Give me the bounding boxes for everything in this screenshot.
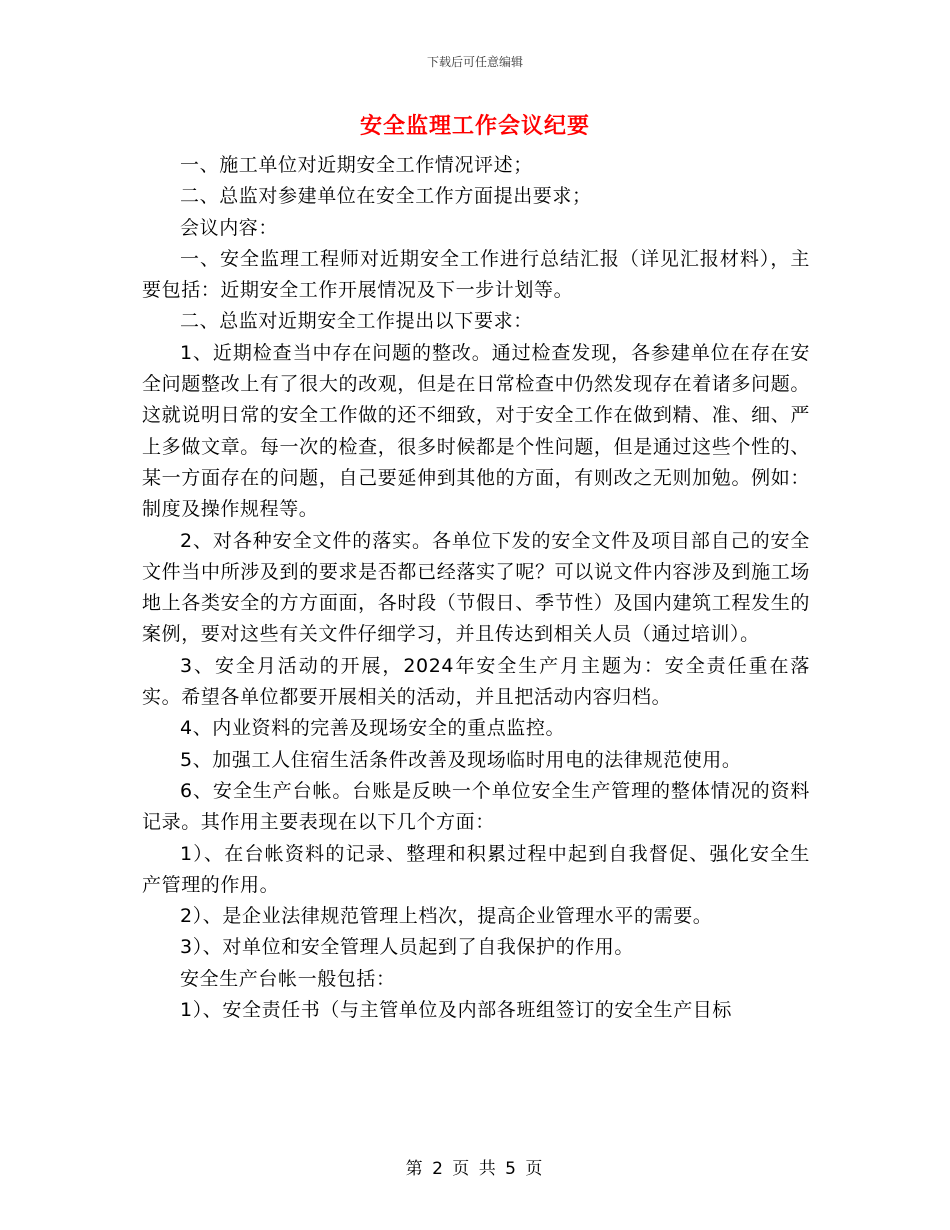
paragraph-requirement-5: 5、加强工人住宿生活条件改善及现场临时用电的法律规范使用。 <box>180 748 742 771</box>
paragraph-ledger-role-3: 3）、对单位和安全管理人员起到了自我保护的作用。 <box>180 936 634 959</box>
paragraph-content-2: 二、总监对近期安全工作提出以下要求： <box>180 310 533 333</box>
paragraph-content-heading: 会议内容： <box>180 216 279 239</box>
document-title: 安全监理工作会议纪要 <box>359 114 590 139</box>
paragraph-agenda-2: 二、总监对参建单位在安全工作方面提出要求； <box>180 185 592 208</box>
paragraph-agenda-1: 一、施工单位对近期安全工作情况评述； <box>180 154 533 176</box>
paragraph-requirement-1: 1、近期检查当中存在问题的整改。通过检查发现，各参建单位在存在安全问题整改上有了很大的改观，但是在日常检查中仍然发现存在着诸多问题。这就说明日常的安全工作做的还不细致，对于安全工作在做到精、准、细、严上多做文章。每一次的检查，很多时候都是个性问题，但是通过这些个性的、某一方面存在的问题，自己要延伸到其他的方面，有则改之无则加勉。例如：制度及操作规程等。 <box>142 341 810 521</box>
paragraph-requirement-6: 6、安全生产台帐。台账是反映一个单位安全生产管理的整体情况的资料记录。其作用主要表现在以下几个方面： <box>142 779 810 834</box>
paragraph-ledger-contents-1: 1）、安全责任书（与主管单位及内部各班组签订的安全生产目标 <box>180 999 732 1022</box>
header-note: 下载后可任意编辑 <box>426 55 523 69</box>
paragraph-requirement-3: 3、安全月活动的开展，2024年安全生产月主题为：安全责任重在落实。希望各单位都要开展相关的活动，并且把活动内容归档。 <box>142 654 810 709</box>
paragraph-requirement-2: 2、对各种安全文件的落实。各单位下发的安全文件及项目部自己的安全文件当中所涉及到的要求是否都已经落实了呢？可以说文件内容涉及到施工场地上各类安全的方方面面，各时段（节假日、季节性）及国内建筑工程发生的案例，要对这些有关文件仔细学习，并且传达到相关人员（通过培训）。 <box>142 529 810 646</box>
paragraph-requirement-4: 4、内业资料的完善及现场安全的重点监控。 <box>180 717 566 740</box>
document-body <box>142 150 810 1026</box>
paragraph-content-1: 一、安全监理工程师对近期安全工作进行总结汇报（详见汇报材料），主要包括：近期安全工作开展情况及下一步计划等。 <box>142 247 810 302</box>
paragraph-ledger-contents-heading: 安全生产台帐一般包括： <box>180 967 396 990</box>
paragraph-ledger-role-1: 1）、在台帐资料的记录、整理和积累过程中起到自我督促、强化安全生产管理的作用。 <box>142 842 810 896</box>
page-number: 第 2 页 共 5 页 <box>405 1159 545 1179</box>
paragraph-ledger-role-2: 2）、是企业法律规范管理上档次，提高企业管理水平的需要。 <box>180 905 713 928</box>
